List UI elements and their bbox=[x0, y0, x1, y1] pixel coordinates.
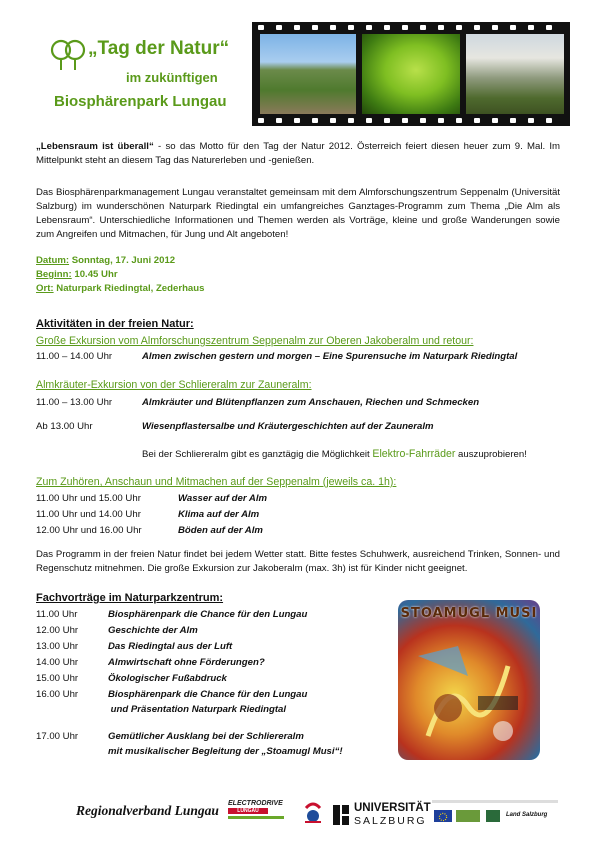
talk-row bbox=[36, 672, 227, 686]
row-text: Böden auf der Alm bbox=[178, 525, 263, 536]
row-text: Almwirtschaft ohne Förderungen? bbox=[108, 657, 265, 668]
row-text: Wiesenpflastersalbe und Kräutergeschichten auf der Zauneralm bbox=[142, 421, 434, 432]
university-name: UNIVERSITÄT bbox=[354, 802, 431, 814]
instruments-illustration bbox=[408, 636, 530, 752]
page-title: „Tag der Natur“ bbox=[88, 38, 230, 59]
talks-heading: Fachvorträge im Naturparkzentrum: bbox=[36, 592, 224, 604]
page-subtitle: im zukünftigen bbox=[126, 70, 218, 85]
outdoor-sub3: Zum Zuhören, Anschaun und Mitmachen auf der Seppenalm (jeweils ca. 1h): bbox=[36, 476, 397, 488]
electrodrive-text: ELECTRODRIVE bbox=[228, 800, 283, 807]
row-time: 11.00 Uhr und 14.00 Uhr bbox=[36, 509, 141, 520]
datum-label: Datum: bbox=[36, 255, 70, 266]
header-film-strip-image bbox=[252, 22, 570, 126]
row-time: 13.00 Uhr bbox=[36, 641, 79, 652]
motto: „Lebensraum ist überall“ bbox=[36, 141, 154, 152]
page-subtitle-park: Biosphärenpark Lungau bbox=[54, 93, 227, 110]
row-text: mit musikalischer Begleitung der „Stoamugl Musi“! bbox=[108, 746, 343, 757]
mountain-photo bbox=[260, 34, 356, 114]
ort-label: Ort: bbox=[36, 283, 54, 294]
ort-value: Naturpark Riedingtal, Zederhaus bbox=[53, 283, 205, 294]
row-text: Ökologischer Fußabdruck bbox=[108, 673, 227, 684]
row-text: Das Riedingtal aus der Luft bbox=[108, 641, 233, 652]
ebike-text-end: auszuprobieren! bbox=[455, 449, 527, 460]
stoamugl-musi-poster-image bbox=[398, 600, 540, 760]
row-time: 11.00 Uhr und 15.00 Uhr bbox=[36, 493, 141, 504]
leaf-photo bbox=[362, 34, 460, 114]
row-text: Biosphärenpark die Chance für den Lungau bbox=[108, 609, 308, 620]
row-text: Klima auf der Alm bbox=[178, 509, 260, 520]
ministry-logo-icon bbox=[486, 810, 500, 822]
outdoor-heading: Aktivitäten in der freien Natur: bbox=[36, 318, 194, 330]
electrodrive-sub: LUNGAU bbox=[228, 808, 268, 814]
electrodrive-logo bbox=[228, 800, 292, 826]
schedule-row bbox=[36, 492, 267, 506]
row-time: 15.00 Uhr bbox=[36, 673, 79, 684]
schedule-row bbox=[36, 420, 434, 434]
schedule-row bbox=[36, 524, 263, 538]
university-city: SALZBURG bbox=[354, 815, 427, 827]
talk-row bbox=[36, 640, 232, 654]
regionalverband-logo: Regionalverband Lungau bbox=[76, 803, 219, 818]
closing-row bbox=[36, 730, 304, 744]
ebike-note bbox=[142, 447, 527, 462]
row-time: 12.00 Uhr und 16.00 Uhr bbox=[36, 525, 142, 536]
alm-hut-photo bbox=[466, 34, 564, 114]
land-salzburg-logo: Land Salzburg bbox=[506, 812, 548, 818]
talk-row bbox=[36, 608, 307, 622]
poster-title: STOAMUGL MUSI bbox=[400, 606, 538, 621]
row-text: Wasser auf der Alm bbox=[178, 493, 268, 504]
ebike-text: Bei der Schliereralm gibt es ganztägig die Möglichkeit bbox=[142, 449, 373, 460]
intro-text: - so das Motto für den Tag der Natur 2012. Österreich feiert diesen heuer zum 9. Mal. Im Mittelpunkt steht an diesem Tag das Naturerleben und -genießen. bbox=[36, 141, 561, 166]
tourism-logo-icon bbox=[302, 800, 324, 826]
row-text: Biosphärenpark die Chance für den Lungau bbox=[108, 689, 308, 700]
row-time: 14.00 Uhr bbox=[36, 657, 79, 668]
row-text: Almkräuter und Blütenpflanzen zum Anschauen, Riechen und Schmecken bbox=[142, 397, 480, 408]
talk-row bbox=[36, 688, 307, 702]
event-details bbox=[36, 254, 560, 296]
program-paragraph: Das Biosphärenparkmanagement Lungau veranstaltet gemeinsam mit dem Almforschungszentrum Seppenalm (Universität Salzburg) im wunderschönen Naturpark Riedingtal ein umfangreiches Ganztages-Programm zum Thema „Die Alm als Lebensraum“. Unterschiedliche Informationen und Themen werden als Vorträge, kleine und große Wanderungen sowie zum Angreifen und Mitmachen, für Jung und Alt angeboten! bbox=[36, 187, 560, 240]
row-text: und Präsentation Naturpark Riedingtal bbox=[108, 704, 287, 715]
beginn-value: 10.45 Uhr bbox=[71, 269, 118, 280]
row-time: 16.00 Uhr bbox=[36, 689, 79, 700]
beginn-label: Beginn: bbox=[36, 269, 72, 280]
eu-flag-icon bbox=[434, 810, 452, 822]
intro-paragraph bbox=[36, 140, 560, 168]
talk-row bbox=[36, 656, 265, 670]
biosphere-logo-icon bbox=[50, 36, 86, 72]
ebike-link[interactable]: Elektro-Fahrräder bbox=[372, 448, 456, 460]
row-text: Gemütlicher Ausklang bei der Schliereralm bbox=[108, 731, 304, 742]
row-time: 11.00 – 14.00 Uhr bbox=[36, 351, 113, 362]
schedule-row bbox=[36, 396, 479, 410]
leader-logo-icon bbox=[456, 810, 480, 822]
row-time: 12.00 Uhr bbox=[36, 625, 79, 636]
outdoor-sub1: Große Exkursion vom Almforschungszentrum Seppenalm zur Oberen Jakoberalm und retour: bbox=[36, 335, 474, 347]
schedule-row bbox=[36, 508, 259, 522]
row-text: Almen zwischen gestern und morgen – Eine Spurensuche im Naturpark Riedingtal bbox=[142, 351, 518, 362]
sponsor-logos bbox=[432, 800, 558, 830]
row-text: Geschichte der Alm bbox=[108, 625, 198, 636]
closing-row-2 bbox=[108, 745, 343, 759]
university-salzburg-logo bbox=[332, 802, 431, 830]
row-time: 11.00 Uhr bbox=[36, 609, 78, 620]
weather-note: Das Programm in der freien Natur findet bei jedem Wetter statt. Bitte festes Schuhwerk, ausreichend Trinken, Sonnen- und Regenschutz mitnehmen. Die große Exkursion zur Jakoberalm (max. 3h) ist für Kinder nicht geeignet. bbox=[36, 549, 560, 574]
schedule-row bbox=[36, 350, 517, 364]
row-time: 11.00 – 13.00 Uhr bbox=[36, 397, 113, 408]
row-time: Ab 13.00 Uhr bbox=[36, 421, 93, 432]
row-time: 17.00 Uhr bbox=[36, 731, 79, 742]
talk-row bbox=[36, 703, 286, 717]
talk-row bbox=[36, 624, 198, 638]
university-emblem-icon bbox=[332, 804, 350, 826]
outdoor-sub2: Almkräuter-Exkursion von der Schliereralm zur Zauneralm: bbox=[36, 379, 312, 391]
datum-value: Sonntag, 17. Juni 2012 bbox=[69, 255, 176, 266]
